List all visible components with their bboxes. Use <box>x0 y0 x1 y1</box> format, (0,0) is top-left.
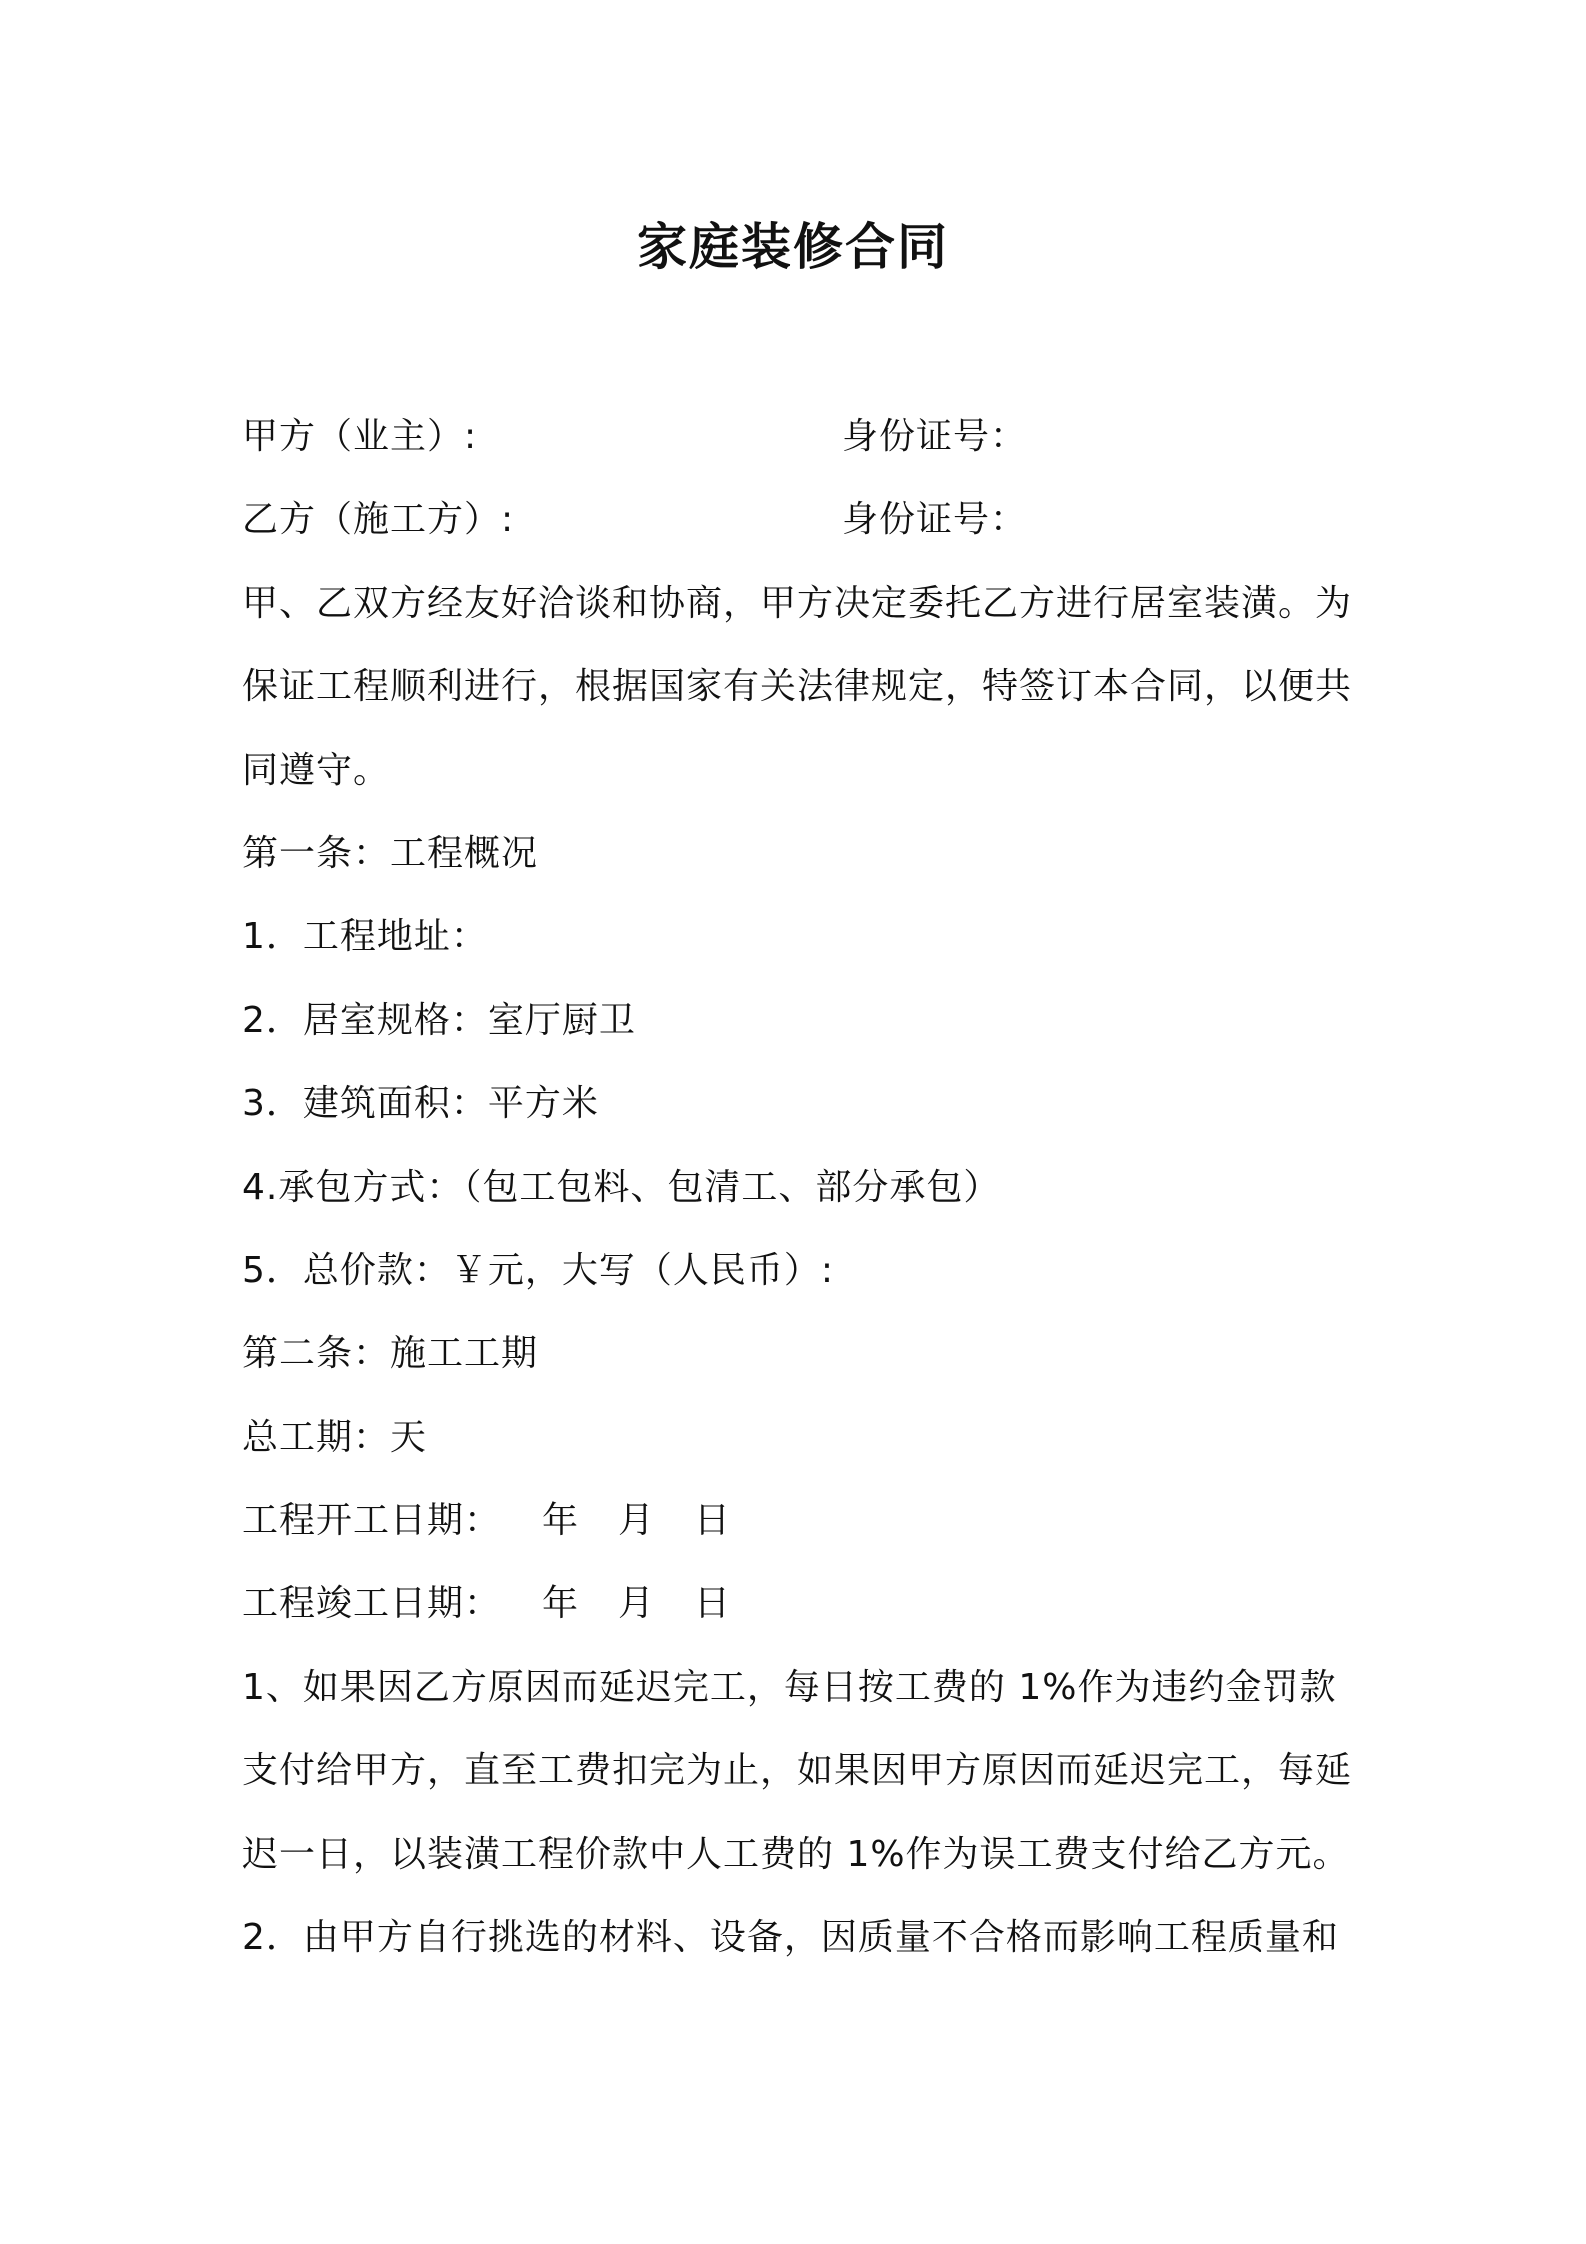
article-1-item: 4.承包方式：（包工包料、包清工、部分承包） <box>242 1166 1001 1208</box>
start-date-row <box>242 1488 1362 1571</box>
end-date-label: 工程竣工日期： <box>242 1583 502 1625</box>
preamble-line: 保证工程顺利进行，根据国家有关法律规定，特签订本合同，以便共 <box>242 666 1353 708</box>
clause-line: 支付给甲方，直至工费扣完为止，如果因甲方原因而延迟完工，每延 <box>242 1750 1353 1792</box>
party-b-row <box>242 487 1362 570</box>
party-a-row <box>242 404 1362 487</box>
preamble-line: 同遵守。 <box>242 749 391 791</box>
start-date-month: 月 <box>618 1500 656 1542</box>
clause-line: 1、如果因乙方原因而延迟完工，每日按工费的 1%作为违约金罚款 <box>242 1666 1337 1708</box>
clause-line: 2．由甲方自行挑选的材料、设备，因质量不合格而影响工程质量和 <box>242 1917 1339 1959</box>
party-b-label: 乙方（施工方）: <box>242 499 515 541</box>
article-2-heading: 第二条：施工工期 <box>242 1333 539 1375</box>
article-1-heading: 第一条：工程概况 <box>242 832 539 874</box>
end-date-year: 年 <box>542 1583 580 1625</box>
preamble-line: 甲、乙双方经友好洽谈和协商，甲方决定委托乙方进行居室装潢。为 <box>242 582 1353 624</box>
start-date-label: 工程开工日期： <box>242 1500 502 1542</box>
article-1-item: 2．居室规格：室厅厨卫 <box>242 999 636 1041</box>
start-date-day: 日 <box>694 1500 732 1542</box>
end-date-row <box>242 1571 1362 1654</box>
start-date-year: 年 <box>542 1500 580 1542</box>
party-a-id-label: 身份证号： <box>842 416 1028 457</box>
party-b-id-label: 身份证号： <box>842 499 1028 541</box>
document-body <box>242 404 1362 1988</box>
end-date-month: 月 <box>618 1583 656 1625</box>
document-title: 家庭装修合同 <box>637 218 949 276</box>
article-1-item: 3．建筑面积：平方米 <box>242 1083 599 1125</box>
article-1-item: 1．工程地址： <box>242 916 488 958</box>
end-date-day: 日 <box>694 1583 732 1625</box>
clause-line: 迟一日，以装潢工程价款中人工费的 1%作为误工费支付给乙方元。 <box>242 1833 1350 1875</box>
article-1-item: 5．总价款：￥元，大写（人民币）: <box>242 1249 835 1291</box>
party-a-label: 甲方（业主）: <box>242 416 478 457</box>
total-period: 总工期：天 <box>242 1416 428 1458</box>
